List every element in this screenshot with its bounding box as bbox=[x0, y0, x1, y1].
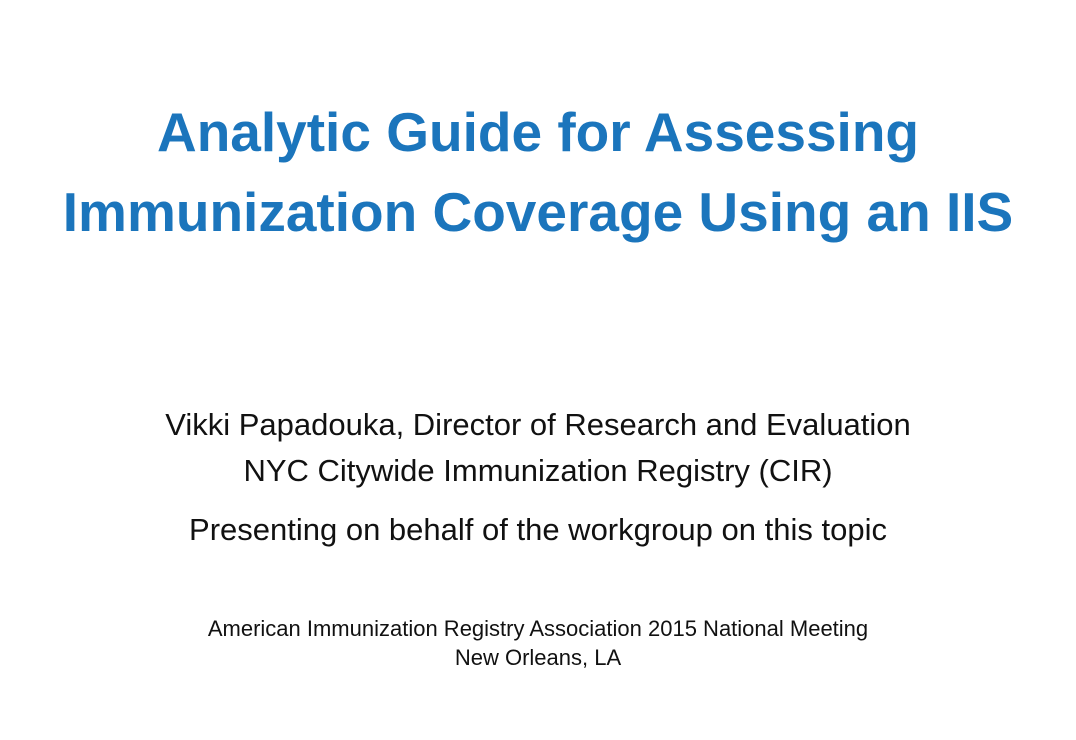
speaker-block bbox=[0, 402, 1076, 553]
slide-title-line-2: Immunization Coverage Using an IIS bbox=[62, 181, 1014, 243]
slide-title-line-1: Analytic Guide for Assessing bbox=[156, 101, 920, 163]
footer-location: New Orleans, LA bbox=[454, 645, 622, 670]
speaker-name-role: Vikki Papadouka, Director of Research and Evaluation bbox=[165, 407, 911, 442]
footer-block bbox=[0, 614, 1076, 672]
footer-event: American Immunization Registry Association 2015 National Meeting bbox=[207, 616, 869, 641]
presenting-note: Presenting on behalf of the workgroup on this topic bbox=[189, 512, 887, 547]
slide-title bbox=[0, 92, 1076, 252]
speaker-organization: NYC Citywide Immunization Registry (CIR) bbox=[243, 453, 833, 488]
